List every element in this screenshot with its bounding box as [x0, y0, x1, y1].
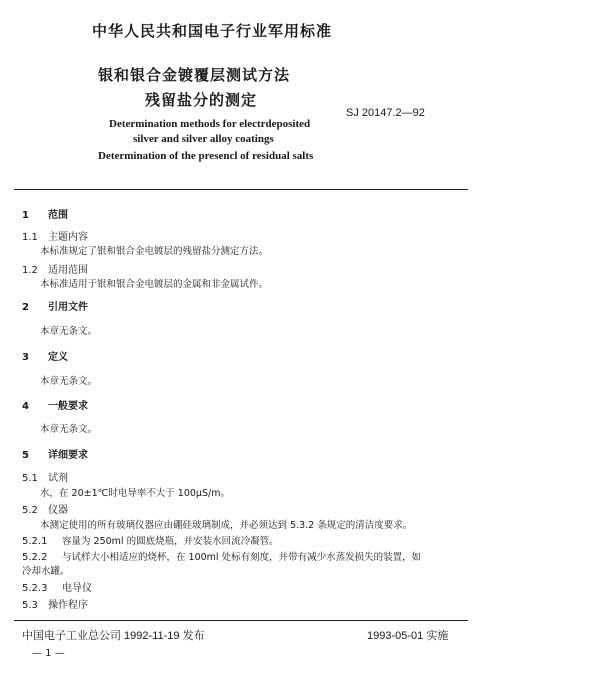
section-4-text: 本章无条文。 — [40, 424, 98, 435]
title-en-line2: silver and silver alloy coatings — [133, 133, 274, 145]
section-1-1-heading: 1.1 主题内容 — [22, 232, 88, 243]
section-5-3-heading: 5.3 操作程序 — [22, 600, 88, 611]
effective-date: 1993-05-01 实施 — [367, 630, 449, 642]
section-5-1-text: 水，在 20±1℃时电导率不大于 100μS/m。 — [40, 488, 230, 499]
section-1-heading: 1 范围 — [22, 210, 68, 221]
section-5-2-heading: 5.2 仪器 — [22, 505, 68, 516]
section-1-2-text: 本标准适用于银和银合金电镀层的金属和非金属试件。 — [40, 279, 269, 290]
footer-divider — [14, 620, 468, 621]
section-1-1-text: 本标准规定了银和银合金电镀层的残留盐分测定方法。 — [40, 246, 269, 257]
section-5-heading: 5 详细要求 — [22, 450, 88, 461]
title-en-line1: Determination methods for electrdeposited — [109, 118, 311, 130]
section-2-heading: 2 引用文件 — [22, 302, 88, 313]
title-zh-line2: 残留盐分的测定 — [145, 91, 258, 109]
section-5-2-2: 5.2.2 与试样大小相适应的烧杯，在 100ml 处标有刻度，并带有减少水蒸发损失的装置，如 — [22, 552, 422, 563]
section-5-1-heading: 5.1 试剂 — [22, 473, 68, 484]
standard-code: SJ 20147.2—92 — [346, 107, 425, 119]
section-5-2-3-heading: 5.2.3 电导仪 — [22, 583, 92, 594]
page-number: — 1 — — [32, 648, 65, 659]
document-header: 中华人民共和国电子行业军用标准 — [92, 22, 333, 40]
section-5-2-text: 本测定使用的所有玻璃仪器应由硼硅玻璃制成，并必须达到 5.3.2 条规定的清洁度要求。 — [40, 520, 413, 531]
section-1-2-heading: 1.2 适用范围 — [22, 265, 88, 276]
section-5-2-2-continued: 冷却水罐。 — [22, 566, 70, 577]
section-2-text: 本章无条文。 — [40, 326, 98, 337]
section-5-2-1: 5.2.1 容量为 250ml 的圆底烧瓶，并安装水回流冷凝管。 — [22, 536, 279, 547]
section-3-heading: 3 定义 — [22, 352, 68, 363]
title-zh-line1: 银和银合金镀覆层测试方法 — [98, 66, 291, 84]
title-en-line3: Determination of the presencl of residual salts — [98, 150, 314, 162]
section-3-text: 本章无条文。 — [40, 376, 98, 387]
header-divider — [14, 189, 468, 190]
section-4-heading: 4 一般要求 — [22, 401, 88, 412]
issue-date: 中国电子工业总公司 1992-11-19 发布 — [22, 630, 205, 642]
